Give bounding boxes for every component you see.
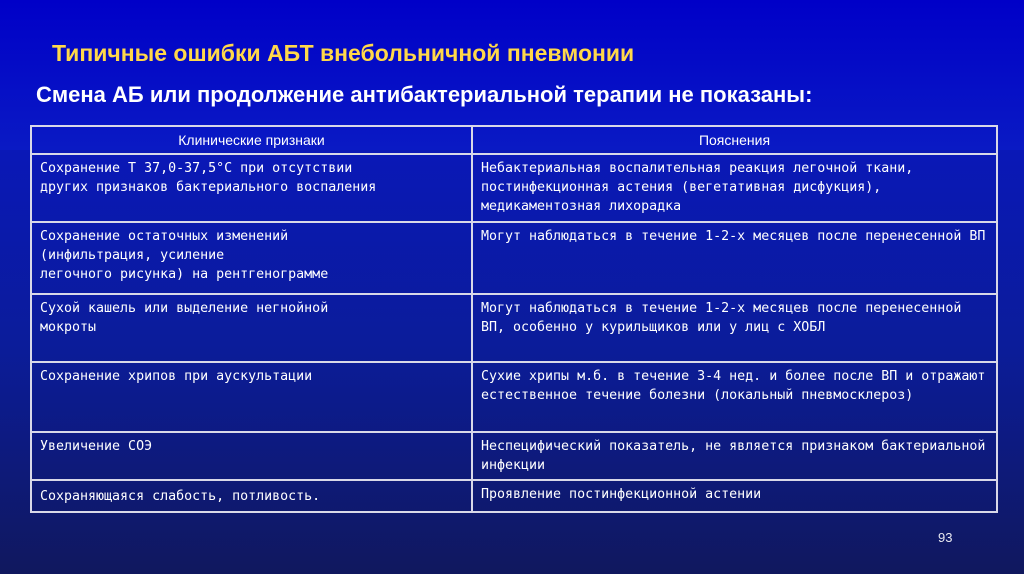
table-row [31, 222, 997, 294]
explanation-cell: Могут наблюдаться в течение 1-2-х месяцев после перенесенной ВП, особенно у курильщиков или у лиц с ХОБЛ [472, 294, 997, 362]
table-row [31, 432, 997, 480]
clinical-sign-cell: Сохранение хрипов при аускультации [31, 362, 472, 432]
explanation-cell: Проявление постинфекционной астении [472, 480, 997, 512]
slide-subtitle: Смена АБ или продолжение антибактериальной терапии не показаны: [36, 82, 813, 107]
table-row [31, 154, 997, 222]
explanation-cell: Могут наблюдаться в течение 1-2-х месяцев после перенесенной ВП [472, 222, 997, 294]
findings-table [30, 125, 998, 513]
column-header-clinical-signs: Клинические признаки [31, 126, 472, 154]
page-number: 93 [938, 530, 953, 545]
clinical-sign-cell: Сухой кашель или выделение негнойной мокроты [31, 294, 472, 362]
table-row [31, 294, 997, 362]
explanation-cell: Неспецифический показатель, не является признаком бактериальной инфекции [472, 432, 997, 480]
table-header-row [31, 126, 997, 154]
clinical-sign-cell: Увеличение СОЭ [31, 432, 472, 480]
table-row [31, 480, 997, 512]
explanation-cell: Небактериальная воспалительная реакция легочной ткани, постинфекционная астения (вегетативная дисфукция), медикаментозная лихорадка [472, 154, 997, 222]
clinical-sign-cell: Сохранение остаточных изменений (инфильтрация, усиление легочного рисунка) на рентгенограмме [31, 222, 472, 294]
table-row [31, 362, 997, 432]
slide-title: Типичные ошибки АБТ внебольничной пневмонии [52, 40, 635, 66]
column-header-explanations: Пояснения [472, 126, 997, 154]
clinical-sign-cell: Сохранение Т 37,0-37,5°С при отсутствии других признаков бактериального воспаления [31, 154, 472, 222]
explanation-cell: Сухие хрипы м.б. в течение 3-4 нед. и более после ВП и отражают естественное течение болезни (локальный пневмосклероз) [472, 362, 997, 432]
clinical-sign-cell: Сохраняющаяся слабость, потливость. [31, 480, 472, 512]
